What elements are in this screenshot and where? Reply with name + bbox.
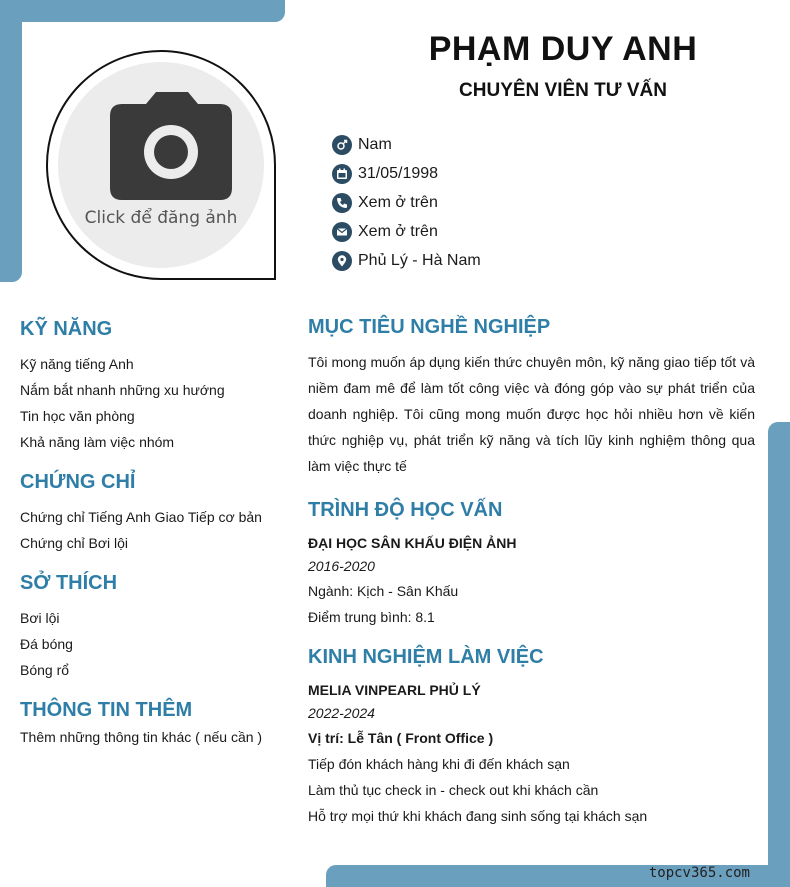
education-major: Ngành: Kịch - Sân Khấu <box>308 583 459 599</box>
skills-title: KỸ NĂNG <box>20 318 113 340</box>
skill-item: Tin học văn phòng <box>20 408 135 424</box>
education-gpa: Điểm trung bình: 8.1 <box>308 609 435 625</box>
address-value: Phủ Lý - Hà Nam <box>358 251 481 269</box>
right-column <box>308 316 755 845</box>
certificates-section <box>20 471 290 556</box>
extra-info-section <box>20 699 290 750</box>
email-value: Xem ở trên <box>358 222 438 240</box>
education-section <box>308 499 755 630</box>
experience-section <box>308 646 755 829</box>
phone-icon <box>332 193 352 213</box>
hobby-item: Bơi lội <box>20 610 60 626</box>
education-period: 2016-2020 <box>308 558 375 574</box>
company-name: MELIA VINPEARL PHỦ LÝ <box>308 682 481 698</box>
info-phone <box>332 188 481 217</box>
extra-info-text: Thêm những thông tin khác ( nếu cần ) <box>20 729 263 745</box>
extra-info-title: THÔNG TIN THÊM <box>20 699 193 721</box>
school-name: ĐẠI HỌC SÂN KHẤU ĐIỆN ẢNH <box>308 535 517 551</box>
info-birthdate <box>332 159 481 188</box>
gender-value: Nam <box>358 135 392 153</box>
gender-icon <box>332 135 352 155</box>
experience-period: 2022-2024 <box>308 705 375 721</box>
experience-title: KINH NGHIỆM LÀM VIỆC <box>308 646 544 668</box>
candidate-name: PHẠM DUY ANH <box>428 30 698 68</box>
objective-section <box>308 316 755 479</box>
duty-item: Tiếp đón khách hàng khi đi đến khách sạn <box>308 756 570 772</box>
right-decor-bar <box>768 422 790 887</box>
watermark: topcv365.com <box>648 865 750 881</box>
hobby-item: Bóng rổ <box>20 662 70 678</box>
calendar-icon <box>332 164 352 184</box>
phone-value: Xem ở trên <box>358 193 438 211</box>
hobby-item: Đá bóng <box>20 636 73 652</box>
education-title: TRÌNH ĐỘ HỌC VẤN <box>308 499 503 521</box>
left-column <box>20 318 290 766</box>
certificate-item: Chứng chỉ Bơi lội <box>20 535 129 551</box>
top-decor-bar <box>0 0 285 22</box>
info-address <box>332 246 481 275</box>
skill-item: Kỹ năng tiếng Anh <box>20 356 134 372</box>
camera-icon <box>110 92 232 200</box>
skills-section <box>20 318 290 455</box>
candidate-role: CHUYÊN VIÊN TƯ VẤN <box>459 80 667 101</box>
skill-item: Nắm bắt nhanh những xu hướng <box>20 382 225 398</box>
mail-icon <box>332 222 352 242</box>
hobbies-title: SỞ THÍCH <box>20 572 118 594</box>
photo-frame[interactable] <box>46 50 276 280</box>
location-icon <box>332 251 352 271</box>
objective-title: MỤC TIÊU NGHỀ NGHIỆP <box>308 316 551 338</box>
birthdate-value: 31/05/1998 <box>358 164 439 182</box>
duty-item: Hỗ trợ mọi thứ khi khách đang sinh sống tại khách sạn <box>308 808 648 824</box>
personal-info <box>332 130 481 275</box>
experience-position: Vị trí: Lễ Tân ( Front Office ) <box>308 730 494 746</box>
duty-item: Làm thủ tục check in - check out khi khách cần <box>308 782 599 798</box>
info-email <box>332 217 481 246</box>
left-decor-bar <box>0 0 22 282</box>
photo-upload-label: Click để đăng ảnh <box>84 208 238 228</box>
certificate-item: Chứng chỉ Tiếng Anh Giao Tiếp cơ bản <box>20 509 262 525</box>
certificates-title: CHỨNG CHỈ <box>20 471 136 493</box>
objective-text: Tôi mong muốn áp dụng kiến thức chuyên môn, kỹ năng giao tiếp tốt và niềm đam mê để làm tốt công việc và đóng góp vào sự phát triển của doanh nghiệp. Tôi cũng mong muốn được học hỏi nhiều hơn về kiến thức nghiệp vụ, phát triển kỹ năng và tích lũy kinh nghiệm thông qua làm việc thực tế <box>308 354 755 474</box>
hobbies-section <box>20 572 290 683</box>
info-gender <box>332 130 481 159</box>
skill-item: Khả năng làm việc nhóm <box>20 434 175 450</box>
photo-upload-area[interactable] <box>58 62 264 268</box>
